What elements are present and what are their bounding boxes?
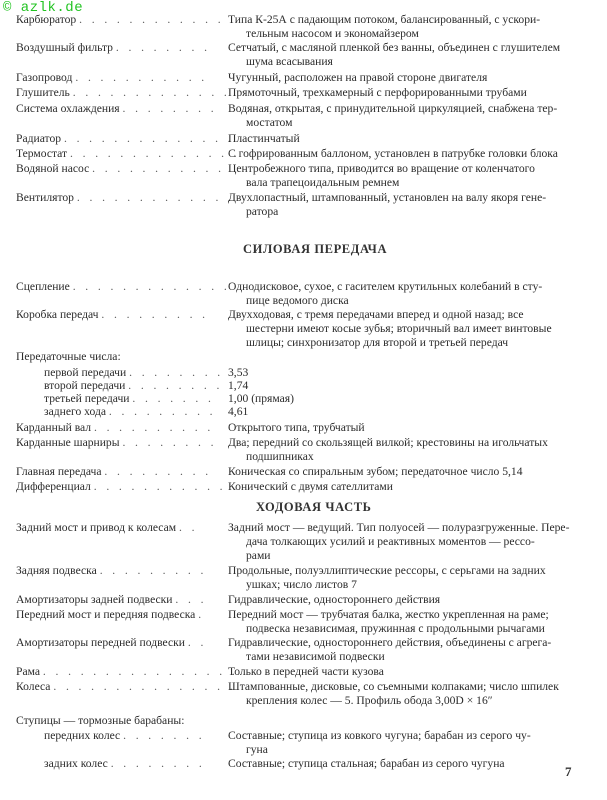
spec-label: Передний мост и передняя подвеска — [16, 608, 196, 621]
ratio-label: первой передачи — [44, 366, 127, 379]
spec-label: Воздушный фильтр — [16, 41, 113, 54]
spec-value: Прямоточный, трехкамерный с перфорированными трубами — [228, 86, 527, 99]
ratio-label: второй передачи — [44, 379, 126, 392]
spec-label: Карданный вал — [16, 421, 92, 434]
leader-dots: . . . — [175, 593, 207, 606]
leader-dots: . . . . . . . . . — [101, 308, 209, 321]
leader-dots: . . . . . . . . . — [99, 564, 207, 577]
spec-value: Конический с двумя сателлитами — [228, 480, 393, 493]
leader-dots: . . . . . . . . . . . . . . — [63, 132, 235, 145]
leader-dots: . . . . . . . . . . . . . — [72, 280, 231, 293]
spec-label: Колеса — [16, 680, 51, 693]
spec-label: задних колес — [44, 757, 108, 770]
leader-dots: . . . . . . . . — [122, 102, 218, 115]
spec-label: Глушитель — [16, 86, 70, 99]
leader-dots: . . . . . . . . . — [108, 405, 216, 418]
leader-dots: . . . . . . . . — [115, 41, 211, 54]
leader-dots: . . . . . . . . . . . — [92, 162, 225, 175]
spec-value: Пластинчатый — [228, 132, 300, 145]
spec-label: Система охлаждения — [16, 102, 120, 115]
leader-dots: . . — [178, 521, 198, 534]
spec-value: Центробежного типа, приводится во вращение от коленчатого вала трапецоидальным ремнем — [228, 162, 535, 189]
leader-dots: . . . . . . . . . . . . . . . . — [42, 665, 239, 678]
ratio-label: заднего хода — [44, 405, 106, 418]
ratio-label: третьей передачи — [44, 392, 130, 405]
spec-value: Задний мост — ведущий. Тип полуосей — полуразгруженные. Пере- дача толкающих усилий и реактивных моментов — рессо- рами — [228, 521, 570, 562]
spec-label: Амортизаторы задней подвески — [16, 593, 173, 606]
spec-value: Коническая со спиральным зубом; передаточное число 5,14 — [228, 465, 523, 478]
spec-value: Составные; ступица из ковкого чугуна; барабан из серого чу- гуна — [228, 729, 531, 756]
spec-value: С гофрированным баллоном, установлен в патрубке головки блока — [228, 147, 558, 160]
spec-value: Типа К-25А с падающим потоком, балансированный, с ускори- тельным насосом и экономайзером — [228, 13, 541, 40]
spec-label: Водяной насос — [16, 162, 90, 175]
spec-value: Продольные, полуэллиптические рессоры, с серьгами на задних ушках; число листов 7 — [228, 564, 546, 591]
ratio-value: 4,61 — [228, 405, 249, 418]
leader-dots: . . . . . . . . . . . . . . . — [53, 680, 237, 693]
spec-label: Главная передача — [16, 465, 102, 478]
leader-dots: . . . . . . . . . . . . . — [72, 86, 231, 99]
spec-label: Дифференциал — [16, 480, 91, 493]
spec-label: Задний мост и привод к колесам — [16, 521, 177, 534]
ratio-value: 3,53 — [228, 366, 249, 379]
spec-value: Гидравлические, одностороннего действия, объединены с агрега- тами независимой подвески — [228, 636, 552, 663]
spec-label: Термостат — [16, 147, 68, 160]
section-heading-transmission: СИЛОВАЯ ПЕРЕДАЧА — [243, 242, 388, 256]
leader-dots: . — [198, 608, 205, 621]
spec-label: Карданные шарниры — [16, 436, 120, 449]
leader-dots: . . . . . . . . . . . — [93, 480, 226, 493]
ratios-heading: Передаточные числа: — [16, 350, 121, 363]
leader-dots: . . . . . . . . . . . . . — [76, 191, 235, 204]
spec-value: Составные; ступица стальная; барабан из серого чугуна — [228, 757, 505, 770]
spec-value: Однодисковое, сухое, с гасителем крутильных колебаний в сту- пице ведомого диска — [228, 280, 543, 307]
spec-value: Водяная, открытая, с принудительной циркуляцией, снабжена тер- мостатом — [228, 102, 558, 129]
spec-value: Двухлопастный, штампованный, установлен на валу якоря гене- ратора — [228, 191, 547, 218]
page-number: 7 — [565, 764, 572, 779]
leader-dots: . . — [187, 636, 207, 649]
hubs-heading: Ступицы — тормозные барабаны: — [16, 714, 185, 727]
leader-dots: . . . . . . . . — [128, 379, 223, 392]
spec-value: Чугунный, расположен на правой стороне двигателя — [228, 71, 488, 84]
spec-value: Гидравлические, одностороннего действия — [228, 593, 441, 606]
leader-dots: . . . . . . . — [123, 729, 205, 742]
leader-dots: . . . . . . . . . — [104, 465, 212, 478]
spec-label: Радиатор — [16, 132, 62, 145]
spec-label: Рама — [16, 665, 40, 678]
leader-dots: . . . . . . . . . . . . — [79, 13, 225, 26]
leader-dots: . . . . . . . . — [122, 436, 217, 449]
leader-dots: . . . . . . . — [132, 392, 215, 405]
ratio-value: 1,74 — [228, 379, 249, 392]
leader-dots: . . . . . . . . . . . — [75, 71, 208, 84]
spec-label: Газопровод — [16, 71, 73, 84]
section-heading-chassis: ХОДОВАЯ ЧАСТЬ — [256, 500, 372, 514]
spec-label: передних колес — [44, 729, 121, 742]
watermark: © azlk.de — [3, 0, 84, 16]
ratio-value: 1,00 (прямая) — [228, 392, 294, 405]
spec-label: Задняя подвеска — [16, 564, 97, 577]
spec-value: Штампованные, дисковые, со съемными колпаками; число шпилек крепления колес — 5. Профиль обода 3,00D × 16″ — [228, 680, 559, 707]
spec-label: Коробка передач — [16, 308, 99, 321]
spec-label: Амортизаторы передней подвески — [16, 636, 185, 649]
spec-value: Только в передней части кузова — [228, 665, 384, 678]
leader-dots: . . . . . . . . . . — [93, 421, 214, 434]
spec-label: Карбюратор — [16, 13, 77, 26]
leader-dots: . . . . . . . . . . . . . . — [70, 147, 241, 160]
spec-label: Вентилятор — [16, 191, 74, 204]
leader-dots: . . . . . . . . — [110, 757, 206, 770]
spec-value: Два; передний со скользящей вилкой; крестовины на игольчатых подшипниках — [228, 436, 548, 463]
spec-value: Открытого типа, трубчатый — [228, 421, 365, 434]
spec-label: Сцепление — [16, 280, 70, 293]
spec-value: Передний мост — трубчатая балка, жестко укрепленная на раме; подвеска независимая, пружинная с продольными рычагами — [228, 608, 549, 635]
spec-value: Сетчатый, с масляной пленкой без ванны, объединен с глушителем шума всасывания — [228, 41, 561, 68]
spec-value: Двухходовая, с тремя передачами вперед и одной назад; все шестерни имеют косые зубья; вторичный вал имеет винтовые шлицы; синхронизатор для второй и третьей передач — [228, 308, 552, 349]
leader-dots: . . . . . . . . — [129, 366, 224, 379]
